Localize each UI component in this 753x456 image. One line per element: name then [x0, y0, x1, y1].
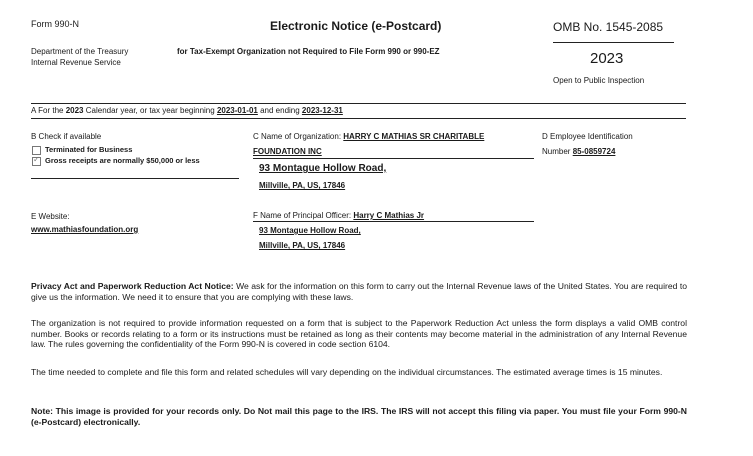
time-paragraph: The time needed to complete and file this form and related schedules will vary depending on the individual circumstances. The estimated average times is 15 minutes. [31, 367, 663, 377]
officer-street: 93 Montague Hollow Road, [259, 226, 361, 235]
terminated-checkbox[interactable] [32, 146, 41, 155]
terminated-label: Terminated for Business [45, 145, 133, 154]
form-title: Electronic Notice (e-Postcard) [270, 19, 442, 33]
gross-receipts-label: Gross receipts are normally $50,000 or less [45, 156, 200, 165]
omb-paragraph: The organization is not required to provide information requested on a form that is subject to the Paperwork Reduction Act unless the form displays a valid OMB control number. Books or records relating to a form or its instructions must be retained as long as their contents may become material in the administration of any Internal Revenue law. The rules governing the confidentiality of the Form 990-N is covered in code section 6104. [31, 318, 687, 349]
begin-date: 2023-01-01 [216, 106, 258, 115]
form-number: Form 990-N [31, 19, 80, 29]
officer-name: Harry C Mathias Jr [353, 211, 425, 220]
org-name-rule [253, 158, 534, 159]
officer-rule [253, 221, 534, 222]
section-a-prefix: A For the [31, 106, 64, 115]
dept-line1: Department of the Treasury [31, 47, 129, 56]
public-inspection: Open to Public Inspection [553, 76, 645, 85]
org-name-line2: FOUNDATION INC [253, 147, 322, 156]
org-city: Millville, PA, US, 17846 [259, 181, 346, 190]
ein-line [542, 147, 615, 156]
website[interactable]: www.mathiasfoundation.org [31, 225, 139, 234]
ein-value: 85-0859724 [572, 147, 616, 156]
form-subtitle: for Tax-Exempt Organization not Required to File Form 990 or 990-EZ [177, 47, 440, 56]
omb-rule [553, 42, 674, 43]
tax-year: 2023 [590, 50, 624, 67]
section-a-and-ending: and ending [260, 106, 300, 115]
section-a-mid: Calendar year, or tax year beginning [85, 106, 215, 115]
section-a-top-rule [31, 103, 686, 104]
section-a-year: 2023 [65, 106, 84, 115]
ein-number-label: Number [542, 147, 571, 156]
privacy-title: Privacy Act and Paperwork Reduction Act Notice: [31, 281, 234, 291]
section-b-rule [31, 178, 239, 179]
section-d-label: D Employee Identification [542, 132, 633, 141]
privacy-notice [31, 281, 687, 302]
dept-line2: Internal Revenue Service [31, 58, 121, 67]
section-b-label: B Check if available [31, 132, 102, 141]
section-a-bottom-rule [31, 118, 686, 119]
org-street: 93 Montague Hollow Road, [259, 163, 387, 174]
privacy-body: We ask for the information on this form to carry out the Internal Revenue laws of the United States. You are required to give us the information. We need it to ensure that you are complying with these laws. [31, 281, 688, 302]
section-f-line [253, 211, 424, 220]
org-name-line1: HARRY C MATHIAS SR CHARITABLE [343, 132, 485, 141]
officer-city: Millville, PA, US, 17846 [259, 241, 346, 250]
section-c-label: C Name of Organization: [253, 132, 342, 141]
gross-receipts-checkbox[interactable] [32, 157, 41, 166]
note-paragraph: Note: This image is provided for your records only. Do Not mail this page to the IRS. The IRS will not accept this filing via paper. You must file your Form 990-N (e-Postcard) electronically. [31, 406, 687, 427]
omb-number: OMB No. 1545-2085 [553, 20, 664, 34]
end-date: 2023-12-31 [301, 106, 343, 115]
section-e-label: E Website: [31, 212, 70, 221]
section-f-label: F Name of Principal Officer: [253, 211, 352, 220]
section-c-line [253, 132, 484, 141]
section-a-line [31, 106, 343, 115]
